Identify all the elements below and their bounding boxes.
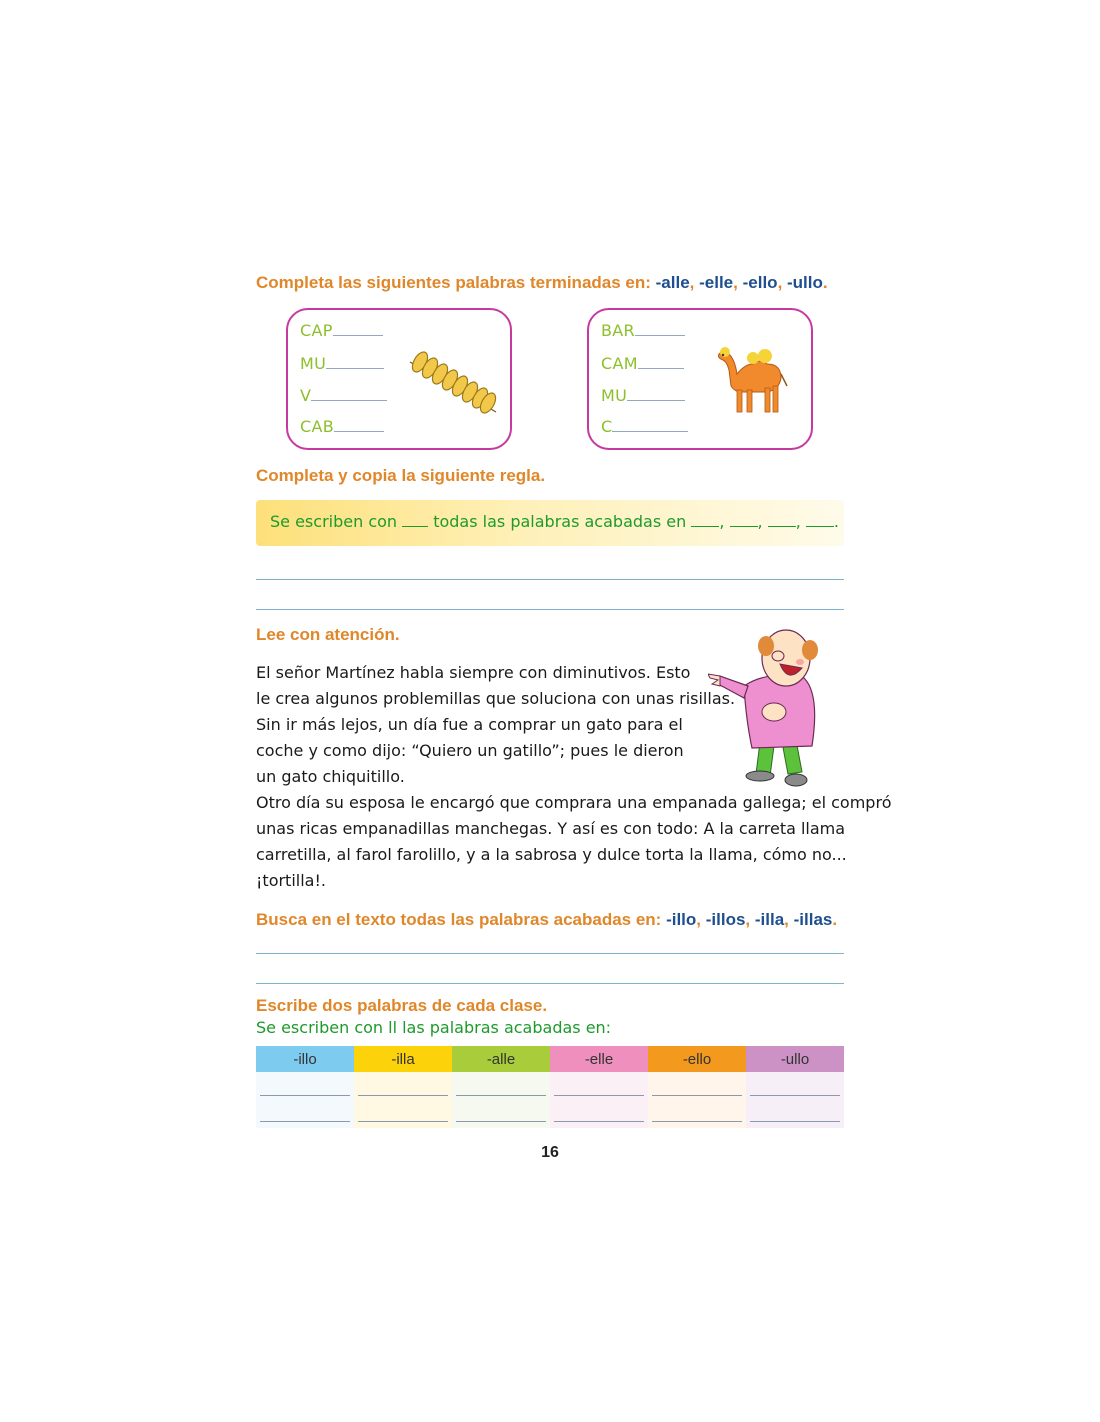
- page-number: 16: [541, 1144, 559, 1161]
- section5-subheading: Se escriben con ll las palabras acabadas en:: [256, 1018, 612, 1037]
- column-header-illo: -illo: [256, 1046, 354, 1072]
- endings-header-row: [256, 1046, 844, 1072]
- rule-blank[interactable]: [806, 525, 834, 527]
- answer-cell[interactable]: [256, 1102, 354, 1128]
- section4-heading: Busca en el texto todas las palabras acabadas en: -illo, -illos, -illa, -illas.: [256, 910, 838, 929]
- suffix-ullo: -ullo: [787, 273, 823, 292]
- word-fill-item[interactable]: CAP: [300, 321, 383, 340]
- column-header-illa: -illa: [354, 1046, 452, 1072]
- section4-heading-text: Busca en el texto todas las palabras acabadas en:: [256, 910, 667, 929]
- answer-cell[interactable]: [550, 1102, 648, 1128]
- rule-blank[interactable]: [768, 525, 796, 527]
- column-header-elle: -elle: [550, 1046, 648, 1072]
- answer-cell[interactable]: [746, 1072, 844, 1102]
- section5-heading: Escribe dos palabras de cada clase.: [256, 996, 548, 1015]
- answer-line[interactable]: [256, 953, 844, 954]
- section3-heading: Lee con atención.: [256, 625, 400, 644]
- word-card-right: [587, 308, 813, 450]
- suffix-illo: -illo: [666, 910, 697, 929]
- column-header-ullo: -ullo: [746, 1046, 844, 1072]
- section1-heading: Completa las siguientes palabras terminadas en: -alle, -elle, -ello, -ullo.: [256, 273, 828, 292]
- section1-heading-text: Completa las siguientes palabras terminadas en:: [256, 273, 656, 292]
- answer-cell[interactable]: [648, 1102, 746, 1128]
- answer-cell[interactable]: [452, 1072, 550, 1102]
- suffix-alle: -alle: [655, 273, 690, 292]
- story-line: carretilla, al farol farolillo, y a la sabrosa y dulce torta la llama, cómo no...: [256, 845, 847, 864]
- laughing-man-icon: [708, 624, 842, 790]
- story-line: El señor Martínez habla siempre con diminutivos. Esto: [256, 663, 691, 682]
- story-line: coche y como dijo: “Quiero un gatillo”; pues le dieron: [256, 741, 684, 760]
- endings-table: [256, 1046, 844, 1128]
- answer-cell[interactable]: [648, 1072, 746, 1102]
- rule-box: [256, 500, 844, 546]
- suffix-illos: -illos: [705, 910, 746, 929]
- answer-line[interactable]: [256, 983, 844, 984]
- rule-blank[interactable]: [730, 525, 758, 527]
- word-fill-item[interactable]: BAR: [601, 321, 685, 340]
- answer-line[interactable]: [256, 609, 844, 610]
- story-line: Sin ir más lejos, un día fue a comprar un gato para el: [256, 715, 683, 734]
- word-card-left: [286, 308, 512, 450]
- answer-line[interactable]: [256, 579, 844, 580]
- rule-text: Se escriben con todas las palabras acabadas en , , , .: [270, 512, 839, 531]
- answer-cell[interactable]: [452, 1102, 550, 1128]
- story-line: un gato chiquitillo.: [256, 767, 405, 786]
- answer-cell[interactable]: [746, 1102, 844, 1128]
- word-fill-item[interactable]: V: [300, 386, 387, 405]
- suffix-illas: -illas: [793, 910, 833, 929]
- answer-cell[interactable]: [354, 1102, 452, 1128]
- word-fill-item[interactable]: CAM: [601, 354, 684, 373]
- story-line: Otro día su esposa le encargó que comprara una empanada gallega; el compró: [256, 793, 892, 812]
- column-header-alle: -alle: [452, 1046, 550, 1072]
- endings-answer-row: [256, 1072, 844, 1102]
- story-line: le crea algunos problemillas que soluciona con unas risillas.: [256, 689, 736, 708]
- story-line: ¡tortilla!.: [256, 871, 326, 890]
- story-line: unas ricas empanadillas manchegas. Y así es con todo: A la carreta llama: [256, 819, 846, 838]
- suffix-elle: -elle: [699, 273, 734, 292]
- endings-answer-row: [256, 1102, 844, 1128]
- answer-cell[interactable]: [354, 1072, 452, 1102]
- word-fill-item[interactable]: CAB: [300, 417, 384, 436]
- rule-blank[interactable]: [402, 525, 428, 527]
- rule-blank[interactable]: [691, 525, 719, 527]
- word-fill-item[interactable]: C: [601, 417, 688, 436]
- suffix-ello: -ello: [742, 273, 778, 292]
- column-header-ello: -ello: [648, 1046, 746, 1072]
- word-fill-item[interactable]: MU: [300, 354, 384, 373]
- answer-cell[interactable]: [550, 1072, 648, 1102]
- suffix-illa: -illa: [754, 910, 785, 929]
- spring-coil-icon: [406, 348, 502, 414]
- answer-cell[interactable]: [256, 1072, 354, 1102]
- word-fill-item[interactable]: MU: [601, 386, 685, 405]
- section2-heading: Completa y copia la siguiente regla.: [256, 466, 546, 485]
- camel-icon: [715, 342, 791, 418]
